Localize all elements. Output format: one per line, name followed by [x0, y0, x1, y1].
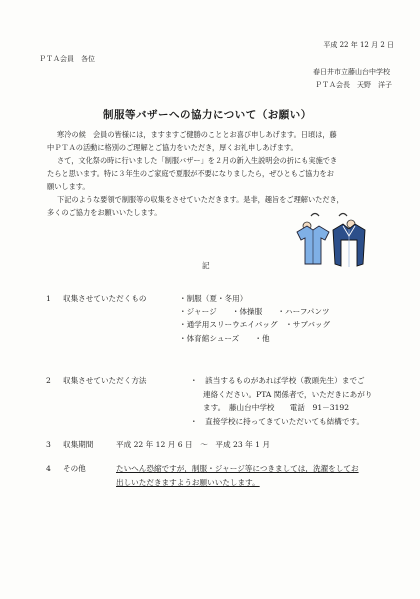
- item-1-line-2: ・ジャージ ・体操服 ・ハーフパンツ: [179, 307, 330, 316]
- document-title: 制服等バザーへの協力について（お願い）: [103, 109, 312, 121]
- paragraph-1-line-2: 中ＰＴＡの活動に格別のご理解とご協力をいただき，厚くお礼申しあげます。: [47, 143, 298, 152]
- sender-name: ＰＴＡ会長 天野 洋子: [315, 81, 392, 89]
- school-name: 春日井市立藤山台中学校: [313, 68, 390, 76]
- item-2-line-2: 連絡ください。PTA 関係者で，いただきにあがり: [203, 390, 373, 399]
- paragraph-3-line-2: 多くのご協力をお願いいたします。: [47, 208, 162, 217]
- item-1-line-3: ・通学用スリーウエイバッグ ・サブバッグ: [179, 320, 331, 329]
- item-1-number: 1: [46, 294, 51, 303]
- paragraph-2-line-1: さて，文化祭の時に行いました「制服バザー」を２月の新入生説明会の折にも実施でき: [57, 156, 338, 165]
- item-3-label: 収集期間: [63, 440, 94, 449]
- item-2-line-3: ます。 藤山台中学校 電話 91－3192: [203, 403, 350, 412]
- paragraph-1-line-1: 寒冷の候 会員の皆様には，ますますご健勝のこととお喜び申しあげます。日頃は，藤: [57, 130, 337, 139]
- item-4-number: 4: [46, 464, 51, 473]
- item-2-line-1: ・ 該当するものがあれば学校（教頭先生）までご: [190, 376, 365, 385]
- item-2-label: 収集させていただく方法: [63, 376, 147, 385]
- item-2-number: 2: [46, 376, 51, 385]
- item-4-label: その他: [63, 464, 86, 473]
- item-1-line-4: ・体育館シューズ ・他: [179, 334, 270, 343]
- hanger-clothes-illustration: [289, 210, 369, 276]
- paragraph-3-line-1: 下記のような要領で制服等の収集をさせていただきます。是非，趣旨をご理解いただき，: [57, 195, 344, 204]
- item-2-line-4: ・ 直接学校に持ってきていただいても結構です。: [190, 417, 365, 426]
- recipients: ＰＴＡ会員 各位: [39, 55, 95, 63]
- paragraph-2-line-3: 願いします。: [47, 182, 90, 191]
- item-3-number: 3: [46, 440, 51, 449]
- item-4-line-2: 出しいただきますようお願いいたします。: [116, 478, 260, 487]
- item-1-label: 収集させていただくもの: [63, 294, 147, 303]
- item-1-line-1: ・制服（夏・冬用）: [179, 294, 248, 303]
- item-3-period: 平成 22 年 12 月 6 日 ～ 平成 23 年 1 月: [116, 440, 270, 449]
- item-4-line-1: たいへん恐縮ですが，制服・ジャージ等につきましては，洗濯をしてお: [116, 464, 359, 473]
- document-date: 平成 22 年 12 月 2 日: [323, 41, 394, 49]
- ki-heading: 記: [202, 261, 210, 270]
- paragraph-2-line-2: たらと思います。特に３年生のご家庭で夏服が不要になりましたら，ぜひともご協力をお: [47, 169, 334, 178]
